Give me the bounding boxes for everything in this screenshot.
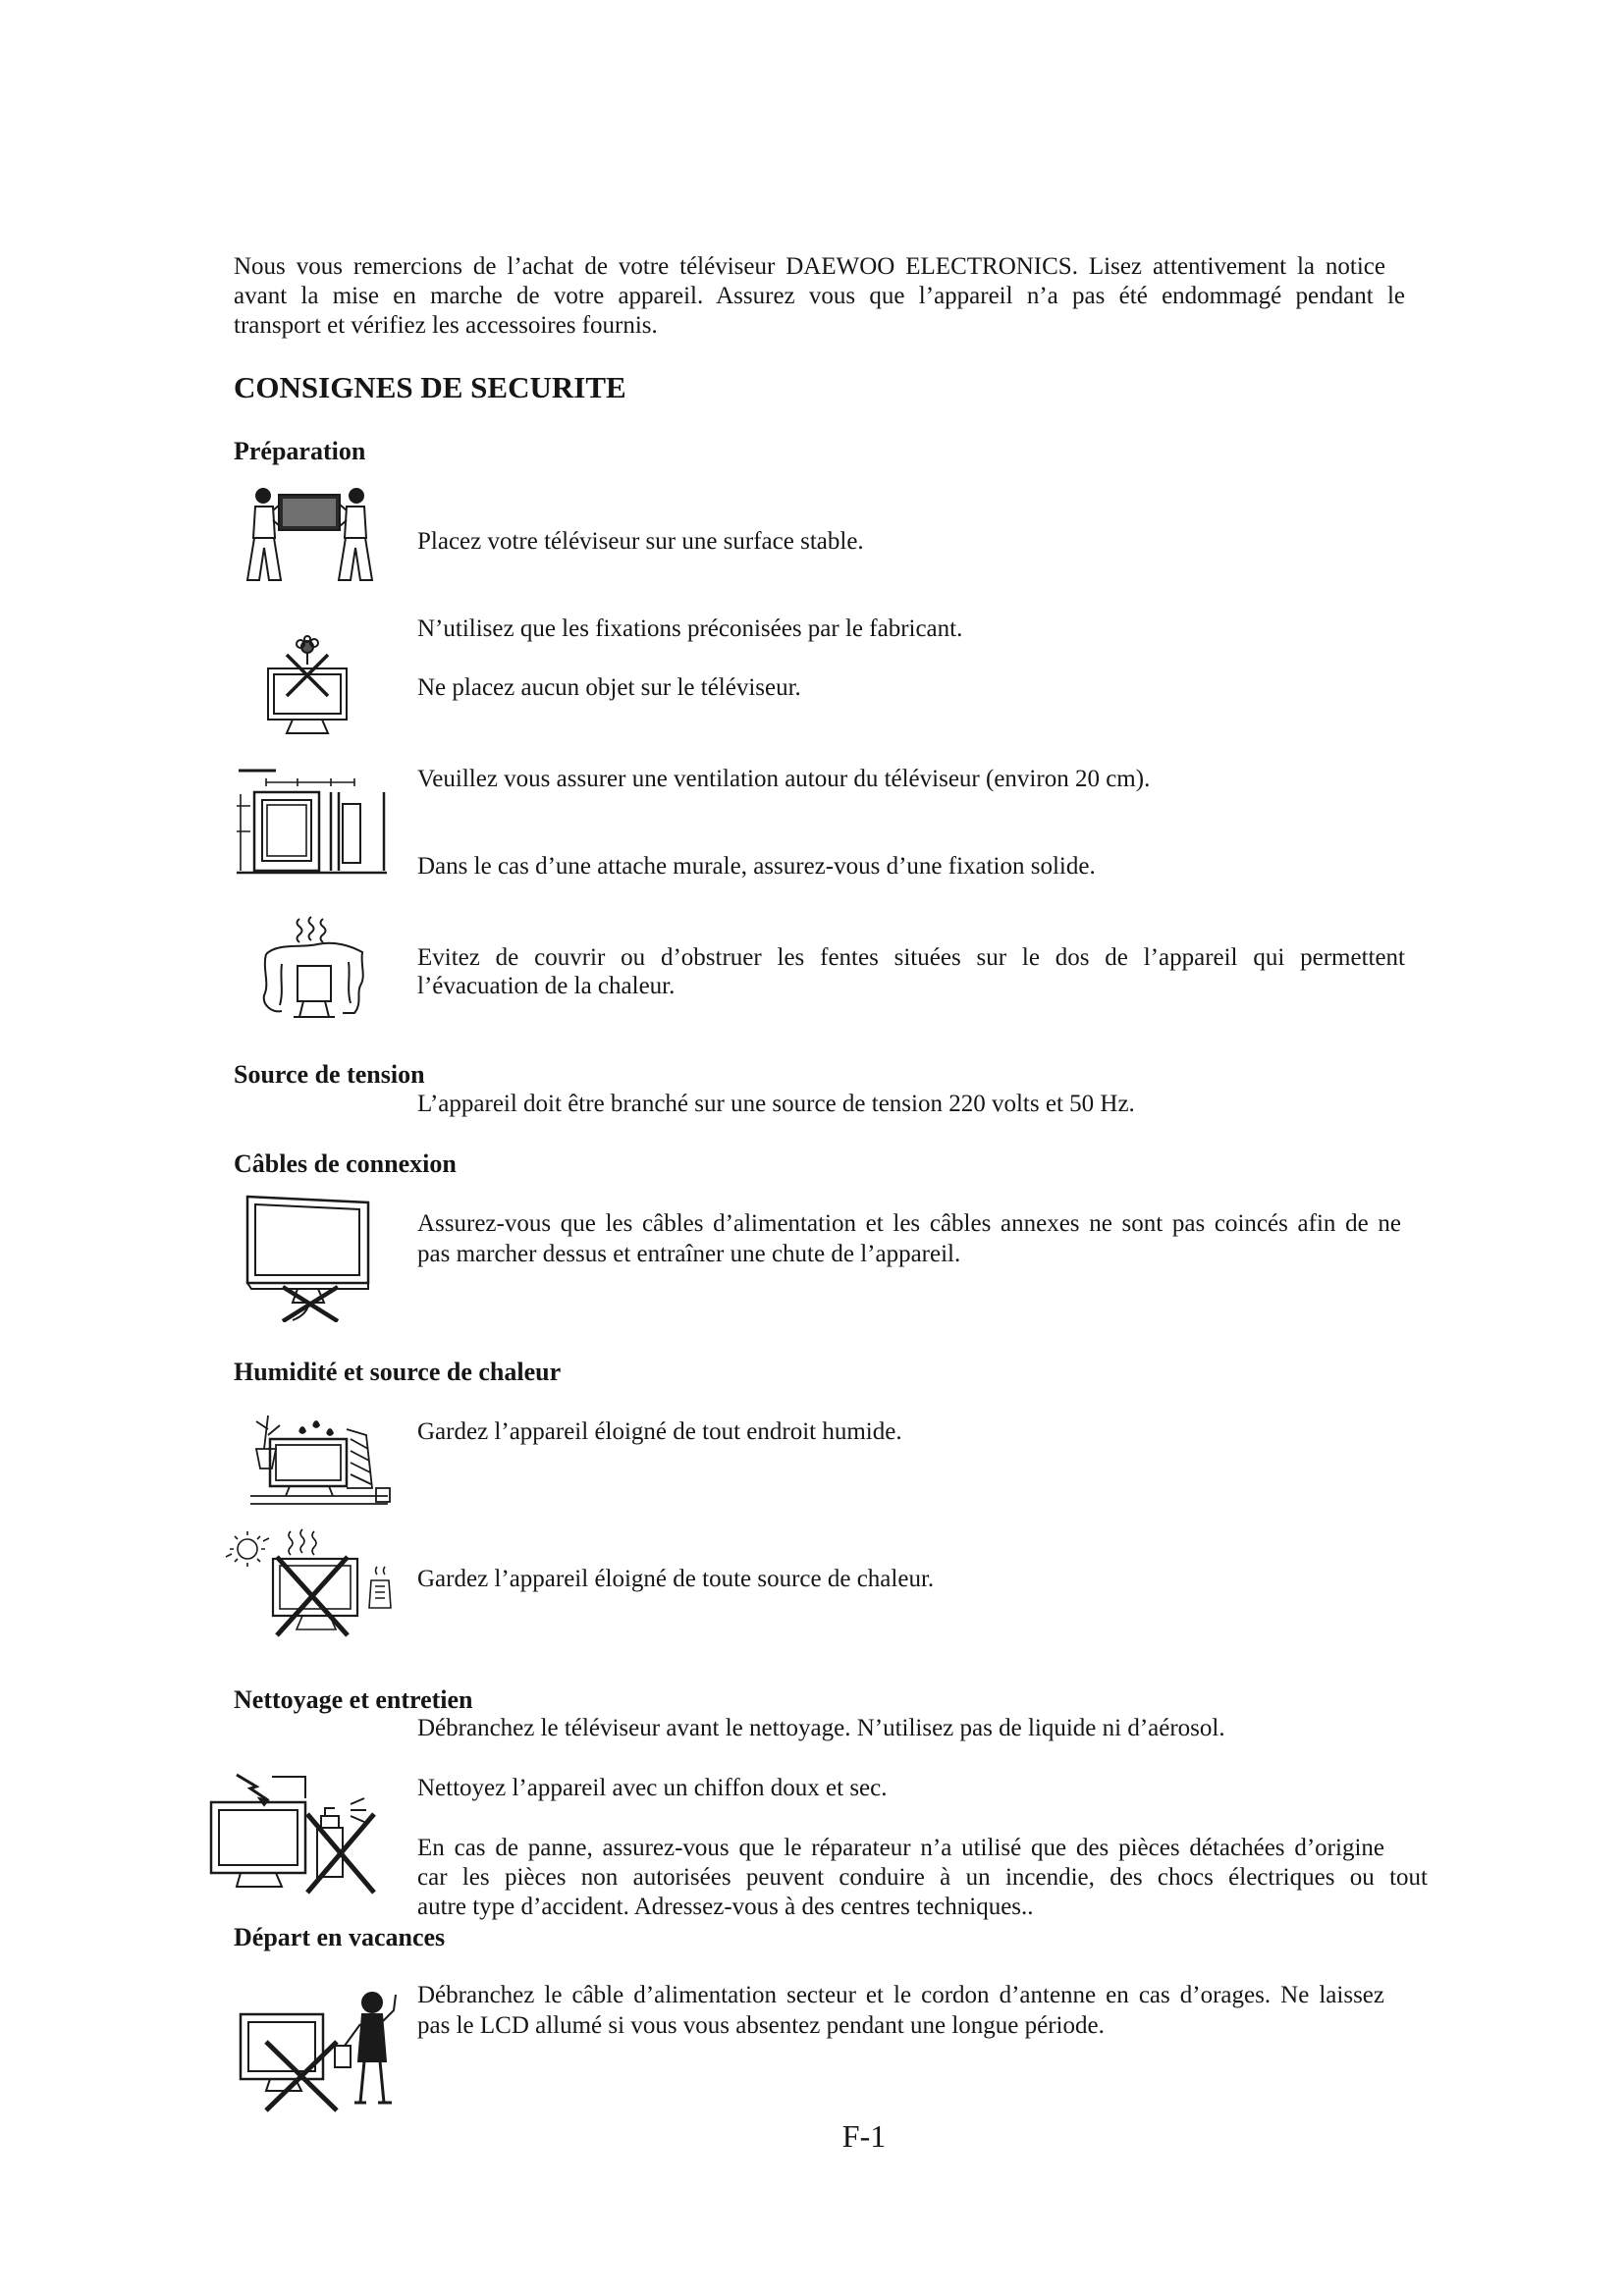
cable-tv-icon <box>244 1193 372 1322</box>
cleaning-line-3: En cas de panne, assurez-vous que le réparateur n’a utilisé que des pièces détachées d’origine <box>417 1835 1384 1861</box>
ventilation-clearance-icon <box>237 765 387 876</box>
preparation-heading: Préparation <box>234 437 366 465</box>
power-line-1: L’appareil doit être branché sur une source de tension 220 volts et 50 Hz. <box>417 1091 1135 1117</box>
page-title: CONSIGNES DE SECURITE <box>234 370 626 404</box>
humidity-line-2: Gardez l’appareil éloigné de toute source de chaleur. <box>417 1566 935 1592</box>
humidity-heading: Humidité et source de chaleur <box>234 1358 562 1386</box>
preparation-line-6: Evitez de couvrir ou d’obstruer les fentes situées sur le dos de l’appareil qui permettent <box>417 944 1405 971</box>
heat-source-icon <box>222 1527 399 1638</box>
cleaning-heading: Nettoyage et entretien <box>234 1685 473 1714</box>
cleaning-icon <box>207 1771 399 1896</box>
intro-line-1: Nous vous remercions de l’achat de votre téléviseur DAEWOO ELECTRONICS. Lisez attentivement la notice <box>234 253 1385 280</box>
intro-line-2: avant la mise en marche de votre appareil. Assurez vous que l’appareil n’a pas été endommagé pendant le <box>234 283 1405 309</box>
preparation-line-5: Dans le cas d’une attache murale, assurez-vous d’une fixation solide. <box>417 853 1096 880</box>
carry-tv-icon <box>244 487 376 583</box>
vacation-line-1: Débranchez le câble d’alimentation secteur et le cordon d’antenne en cas d’orages. Ne laissez <box>417 1982 1384 2008</box>
vacation-icon <box>237 1985 399 2113</box>
cleaning-line-1: Débranchez le téléviseur avant le nettoyage. N’utilisez pas de liquide ni d’aérosol. <box>417 1715 1225 1741</box>
vacation-heading: Départ en vacances <box>234 1923 446 1951</box>
preparation-line-2: N’utilisez que les fixations préconisées par le fabricant. <box>417 615 963 642</box>
covered-tv-icon <box>258 915 369 1021</box>
page-number: F-1 <box>841 2118 887 2154</box>
preparation-line-1: Placez votre téléviseur sur une surface stable. <box>417 528 864 555</box>
preparation-line-7: l’évacuation de la chaleur. <box>417 973 676 999</box>
power-heading: Source de tension <box>234 1060 425 1089</box>
no-objects-on-tv-icon <box>263 635 352 738</box>
cables-line-2: pas marcher dessus et entraîner une chute de l’appareil. <box>417 1241 961 1267</box>
cleaning-line-2: Nettoyez l’appareil avec un chiffon doux et sec. <box>417 1775 888 1801</box>
cleaning-line-4: car les pièces non autorisées peuvent conduire à un incendie, des chocs électriques ou tout <box>417 1864 1428 1891</box>
humidity-icon <box>241 1410 394 1513</box>
preparation-line-4: Veuillez vous assurer une ventilation autour du téléviseur (environ 20 cm). <box>417 766 1151 792</box>
cables-heading: Câbles de connexion <box>234 1149 457 1178</box>
humidity-line-1: Gardez l’appareil éloigné de tout endroit humide. <box>417 1418 902 1445</box>
cleaning-line-5: autre type d’accident. Adressez-vous à des centres techniques.. <box>417 1894 1034 1920</box>
intro-line-3: transport et vérifiez les accessoires fournis. <box>234 312 658 339</box>
vacation-line-2: pas le LCD allumé si vous vous absentez pendant une longue période. <box>417 2012 1105 2039</box>
cables-line-1: Assurez-vous que les câbles d’alimentation et les câbles annexes ne sont pas coincés afin de ne <box>417 1210 1401 1237</box>
preparation-line-3: Ne placez aucun objet sur le téléviseur. <box>417 674 801 701</box>
